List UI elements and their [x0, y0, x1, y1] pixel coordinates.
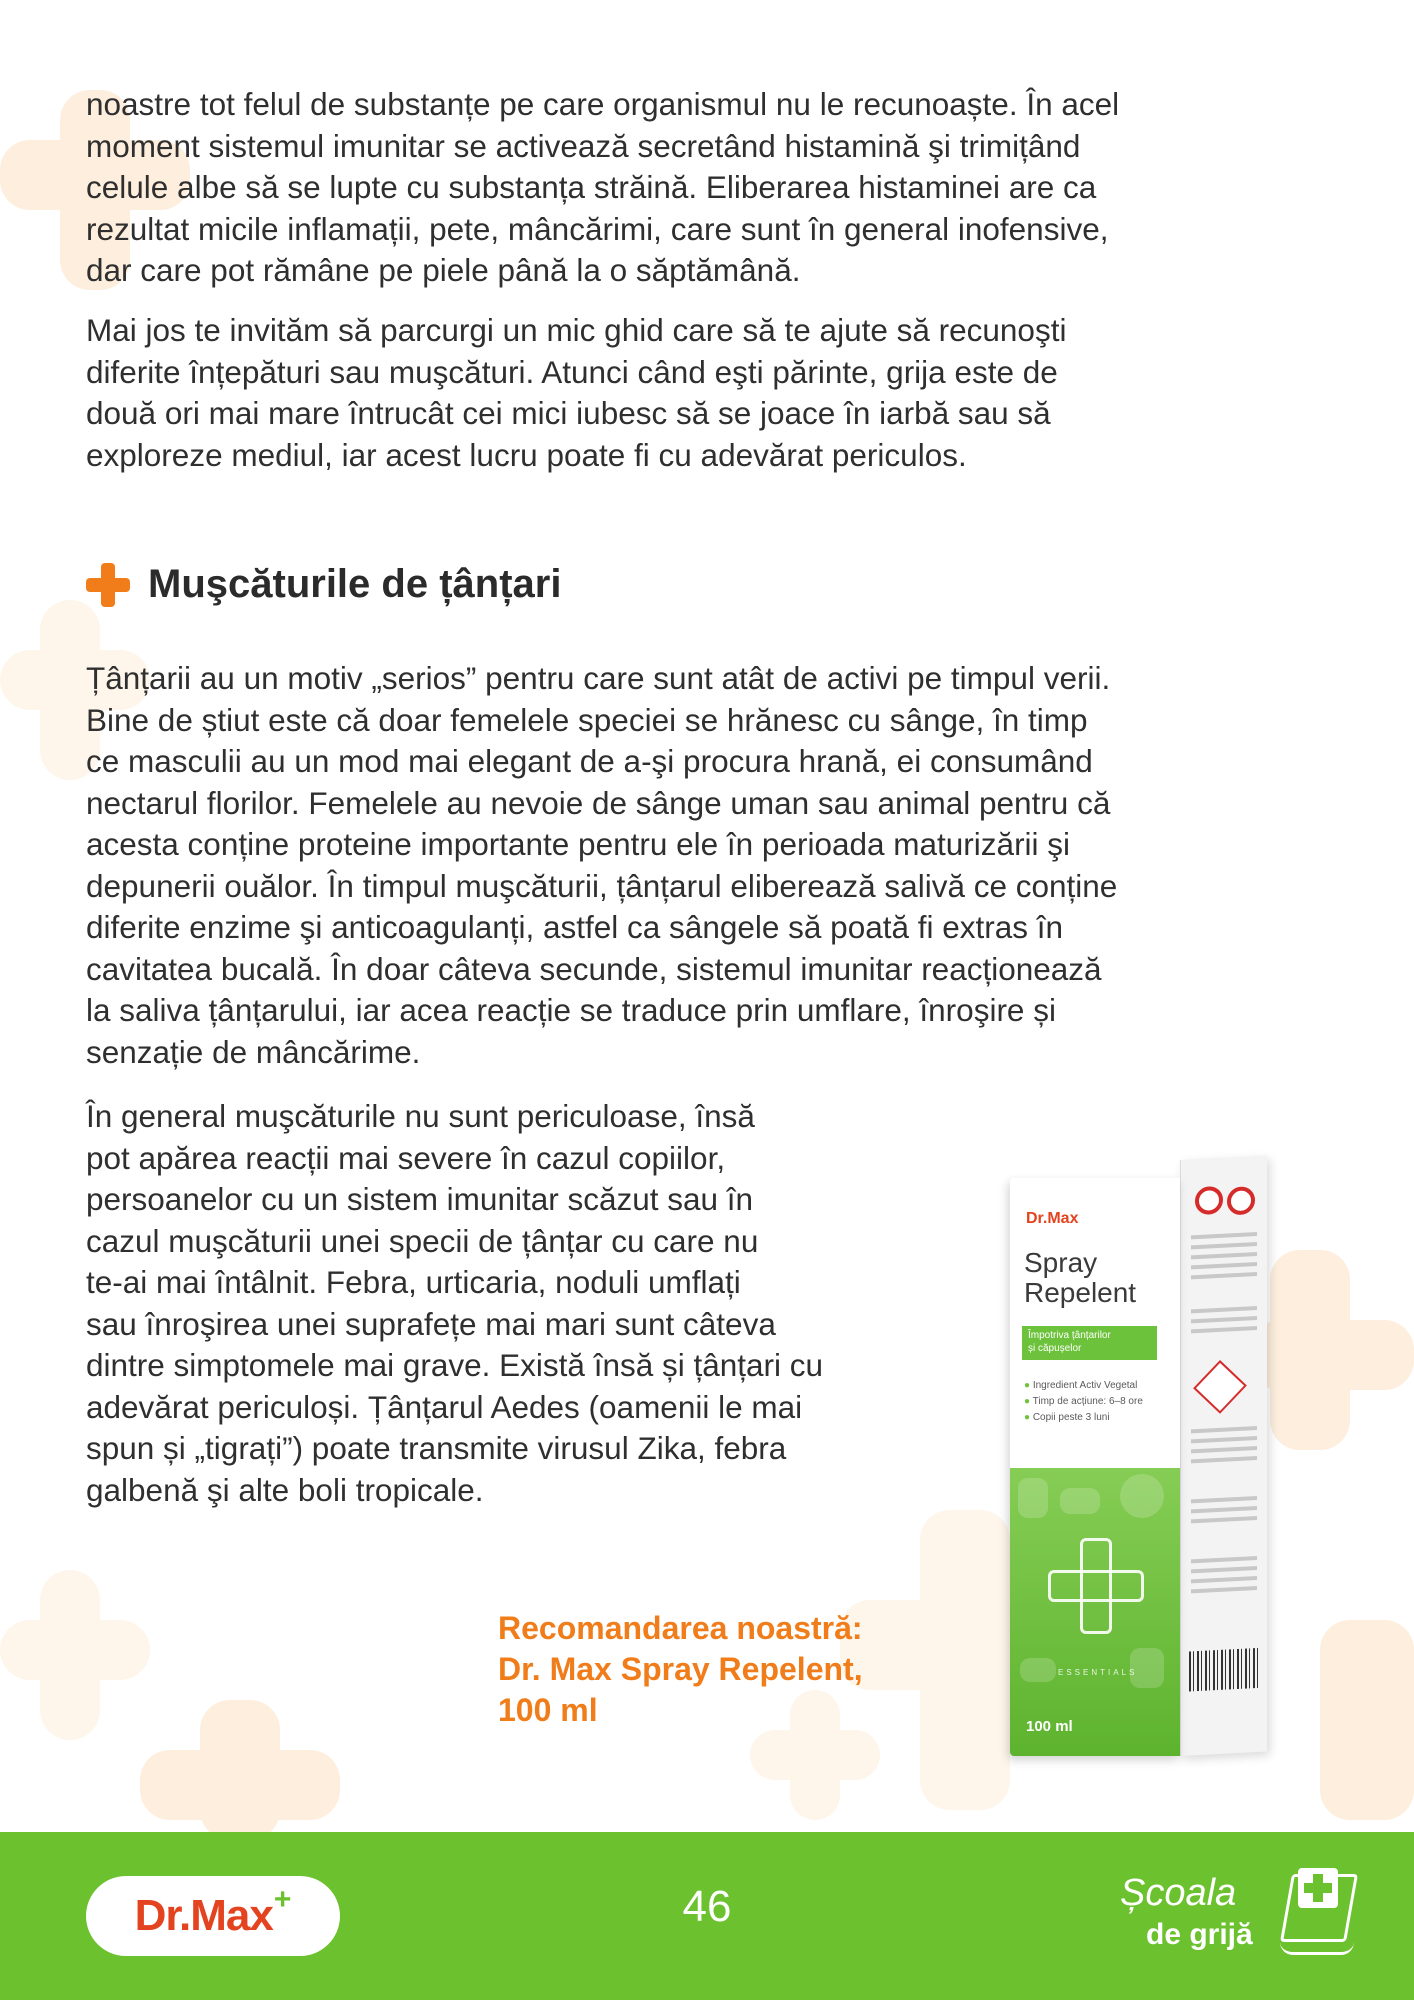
product-title: [1024, 1248, 1136, 1308]
text-line: diferite înțepături sau muşcături. Atunci când eşti părinte, grija este de: [86, 353, 1058, 390]
recommendation-line: Dr. Max Spray Repelent,: [498, 1651, 863, 1687]
product-title-line: Repelent: [1024, 1277, 1137, 1308]
barcode: [1189, 1648, 1259, 1692]
side-text-line: [1191, 1506, 1257, 1513]
text-line: adevărat periculoși. Țânțarul Aedes (oamenii le mai: [86, 1388, 803, 1425]
decorative-cross: [1250, 1320, 1414, 1390]
product-bullet: ● Ingredient Activ Vegetal: [1024, 1378, 1143, 1394]
drmax-logo[interactable]: [86, 1876, 340, 1956]
product-brand: Dr.Max: [1026, 1210, 1079, 1227]
product-pattern: [1010, 1468, 1180, 1756]
product-bullet: ● Copii peste 3 luni: [1024, 1410, 1143, 1426]
recommendation-line: Recomandarea noastră:: [498, 1610, 863, 1646]
text-line: moment sistemul imunitar se activează secretând histamină şi trimițând: [86, 127, 1081, 164]
product-box-side: [1180, 1155, 1267, 1756]
plus-icon: [1298, 1868, 1338, 1908]
product-box-front: [1010, 1178, 1180, 1756]
text-line: Mai jos te invităm să parcurgi un mic ghid care să te ajute să recunoşti: [86, 312, 1067, 348]
text-line: ce masculii au un mod mai elegant de a-şi procura hrană, ei consumând: [86, 743, 1093, 779]
product-bullets: [1024, 1378, 1143, 1426]
cross-icon: [1048, 1538, 1144, 1634]
product-tag: [1022, 1326, 1157, 1360]
product-tag-line: și căpușelor: [1028, 1343, 1082, 1354]
section-heading: [86, 562, 561, 607]
plus-icon: [86, 563, 130, 607]
book-pages-icon: [1280, 1942, 1354, 1955]
side-text-line: [1191, 1566, 1257, 1573]
side-text-line: [1191, 1576, 1257, 1583]
side-text-line: [1191, 1496, 1257, 1503]
side-text-line: [1191, 1306, 1257, 1313]
text-line: cazul muşcăturii unei specii de țânțar cu care nu: [86, 1222, 759, 1259]
text-line: dar care pot rămâne pe piele până la o săptămână.: [86, 252, 801, 288]
side-text-line: [1191, 1242, 1257, 1249]
text-line: dintre simptomele mai grave. Există însă și țânțari cu: [86, 1347, 824, 1383]
product-image: [1010, 1160, 1268, 1758]
guide-paragraph: [86, 310, 1066, 476]
product-volume: 100 ml: [1026, 1718, 1073, 1735]
text-line: persoanelor cu un sistem imunitar scăzut sau în: [86, 1181, 754, 1217]
text-line: senzație de mâncărime.: [86, 1033, 421, 1070]
text-line: celule albe să se lupte cu substanța străină. Eliberarea histaminei are ca: [86, 169, 1097, 205]
side-text-line: [1191, 1262, 1257, 1269]
pattern-shape: [1020, 1658, 1056, 1682]
side-text-line: [1191, 1232, 1257, 1239]
page-number: 46: [682, 1882, 732, 1931]
hazard-icon: [1193, 1360, 1247, 1414]
text-line: cavitatea bucală. În doar câteva secunde, sistemul imunitar reacționează: [86, 950, 1102, 987]
text-line: Bine de știut este că doar femelele speciei se hrănesc cu sânge, în timp: [86, 701, 1088, 738]
scoala-de-grija-logo: [1120, 1862, 1380, 1982]
pattern-shape: [1018, 1478, 1048, 1518]
text-line: depunerii ouălor. În timpul muşcăturii, țânțarul eliberează salivă ce conține: [86, 867, 1118, 904]
decorative-cross: [750, 1730, 880, 1780]
side-text-line: [1191, 1316, 1257, 1323]
general-paragraph: [86, 1096, 823, 1511]
text-line: nectarul florilor. Femelele au nevoie de sânge uman sau animal pentru că: [86, 784, 1111, 821]
side-text-line: [1191, 1556, 1257, 1563]
side-text-line: [1191, 1446, 1257, 1453]
product-title-line: Spray: [1024, 1247, 1098, 1278]
side-text-line: [1191, 1586, 1257, 1593]
text-line: sau înroşirea unei suprafețe mai mari sunt câteva: [86, 1305, 776, 1342]
side-text-line: [1191, 1252, 1257, 1259]
side-text-line: [1191, 1426, 1257, 1433]
side-text-line: [1191, 1456, 1257, 1463]
decorative-cross: [1320, 1620, 1414, 1820]
footer: [0, 1832, 1414, 2000]
text-line: Țânțarii au un motiv „serios” pentru care sunt atât de activi pe timpul verii.: [86, 660, 1111, 696]
pattern-shape: [1120, 1474, 1164, 1518]
section-title: Muşcăturile de țânțari: [148, 562, 562, 606]
text-line: la saliva țânțarului, iar acea reacție se traduce prin umflare, înroşire și: [86, 992, 1056, 1028]
text-line: pot apărea reacții mai severe în cazul copiilor,: [86, 1139, 726, 1176]
text-line: diferite enzime şi anticoagulanți, astfel ca sângele să poată fi extras în: [86, 909, 1064, 945]
no-mosquito-icon: [1195, 1186, 1223, 1215]
recommendation-line: 100 ml: [498, 1692, 598, 1728]
product-recommendation: [498, 1608, 863, 1731]
side-text-line: [1191, 1516, 1257, 1523]
logo-line: Școala: [1120, 1872, 1237, 1914]
side-text-line: [1191, 1272, 1257, 1279]
decorative-cross: [0, 1620, 150, 1680]
side-text-line: [1191, 1326, 1257, 1333]
text-line: acesta conține proteine importante pentru ele în perioada maturizării şi: [86, 826, 1071, 862]
intro-paragraph: [86, 84, 1119, 292]
text-line: te-ai mai întâlnit. Febra, urticaria, noduli umflați: [86, 1264, 741, 1300]
text-line: rezultat micile inflamații, pete, mâncărimi, care sunt în general inofensive,: [86, 210, 1109, 247]
product-line-label: ESSENTIALS: [1058, 1668, 1138, 1677]
text-line: exploreze mediul, iar acest lucru poate fi cu adevărat periculos.: [86, 436, 967, 473]
logo-text: Dr.Max: [134, 1891, 273, 1940]
product-tag-line: Împotriva țânțarilor: [1028, 1330, 1111, 1341]
text-line: două ori mai mare întrucât cei mici iubesc să se joace în iarbă sau să: [86, 395, 1051, 431]
mosquito-paragraph: [86, 658, 1117, 1073]
decorative-cross: [140, 1750, 340, 1820]
text-line: spun și „tigrați”) poate transmite virusul Zika, febra: [86, 1430, 787, 1466]
logo-line: de grijă: [1146, 1918, 1253, 1951]
pattern-shape: [1060, 1488, 1100, 1514]
product-bullet: ● Timp de acțiune: 6–8 ore: [1024, 1394, 1143, 1410]
side-text-line: [1191, 1436, 1257, 1443]
text-line: noastre tot felul de substanțe pe care organismul nu le recunoaște. În acel: [86, 86, 1120, 122]
logo-plus: +: [273, 1883, 292, 1916]
text-line: galbenă şi alte boli tropicale.: [86, 1471, 484, 1508]
no-tick-icon: [1227, 1186, 1255, 1215]
text-line: În general muşcăturile nu sunt periculoase, însă: [86, 1098, 755, 1134]
